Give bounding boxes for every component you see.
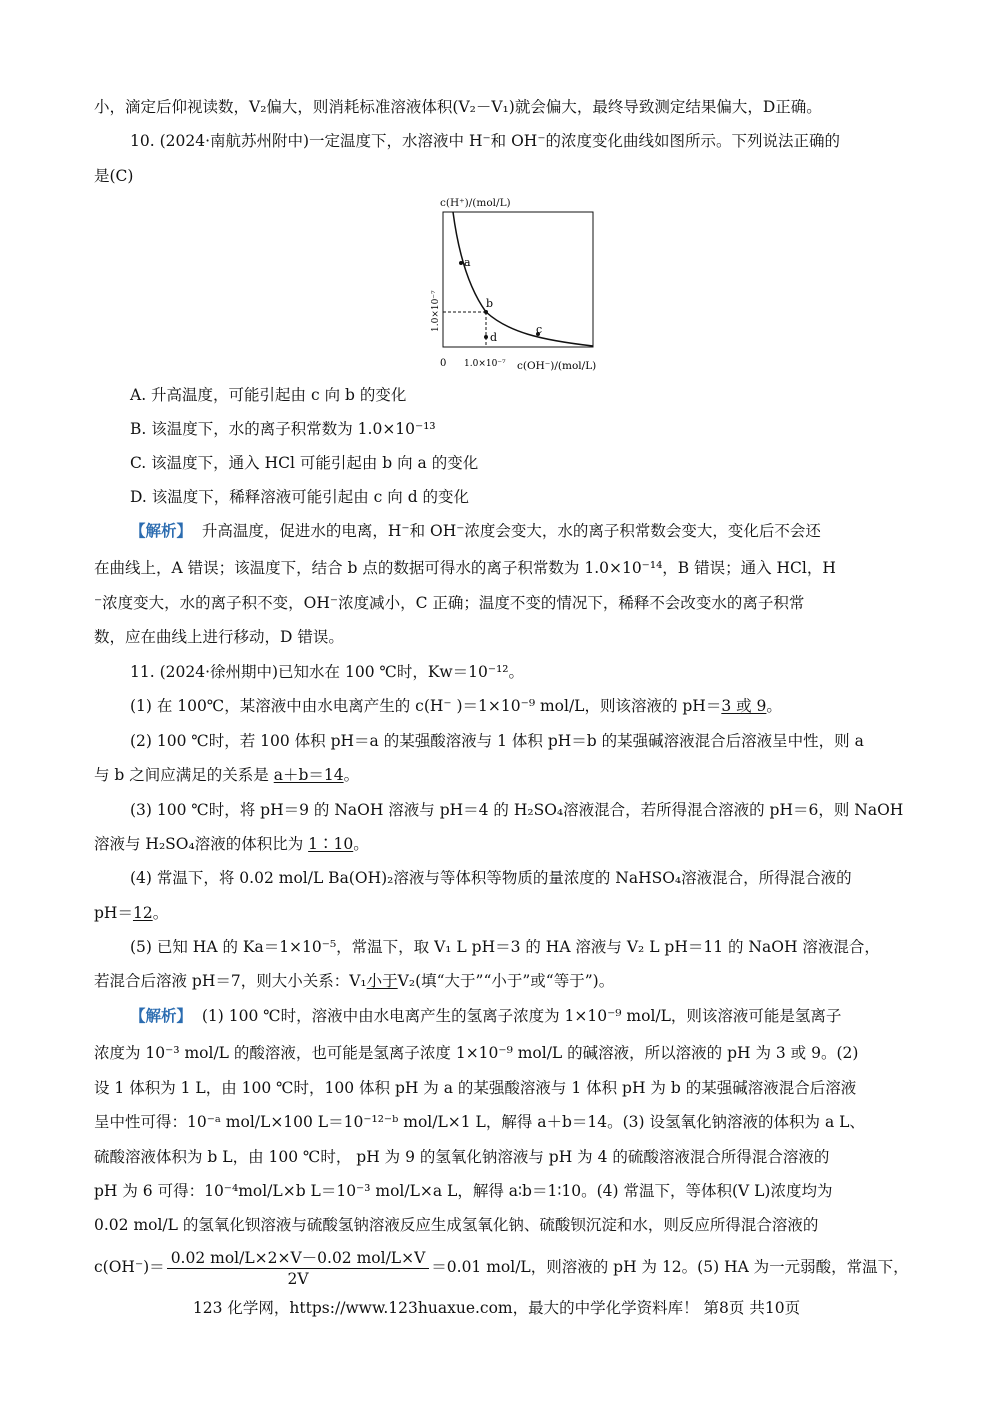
part4-text: pH＝ bbox=[94, 904, 133, 922]
text-line: 小，滴定后仰视读数，V₂偏大，则消耗标准溶液体积(V₂－V₁)就会偏大，最终导致测定结果偏大，D正确。 bbox=[94, 98, 822, 116]
analysis-11-line2: 浓度为 10⁻³ mol/L 的酸溶液，也可能是氢离子浓度 1×10⁻⁹ mol/L 的碱溶液，所以溶液的 pH 为 3 或 9。(2) bbox=[94, 1044, 859, 1062]
graph-point-d bbox=[484, 335, 488, 339]
part1-answer: 3 或 9 bbox=[721, 697, 767, 715]
formula-lhs: c(OH⁻)＝ bbox=[94, 1258, 165, 1276]
part3-end: 。 bbox=[353, 835, 369, 853]
page-footer: 123 化学网，https://www.123huaxue.com，最大的中学化学资料库！ 第8页 共10页 bbox=[192, 1299, 801, 1317]
part3-answer: 1∶10 bbox=[308, 835, 354, 853]
question-11-part2-line1: (2) 100 ℃时，若 100 体积 pH＝a 的某强酸溶液与 1 体积 pH＝b 的某强碱溶液混合后溶液呈中性，则 a bbox=[130, 732, 864, 750]
analysis-text: (1) 100 ℃时，溶液中由水电离产生的氢离子浓度为 1×10⁻⁹ mol/L，则该溶液可能是氢离子 bbox=[201, 1007, 842, 1025]
graph-xlabel: c(OH⁻)/(mol/L) bbox=[517, 360, 597, 372]
graph-ylabel: c(H⁺)/(mol/L) bbox=[440, 197, 511, 209]
part4-end: 。 bbox=[152, 904, 169, 922]
fraction-denominator: 2V bbox=[287, 1269, 309, 1288]
analysis-text: 升高温度，促进水的电离，H⁻和 OH⁻浓度会变大，水的离子积常数会变大，变化后不会还 bbox=[201, 522, 821, 540]
analysis-11-line5: 硫酸溶液体积为 b L，由 100 ℃时， pH 为 9 的氢氧化钠溶液与 pH 为 4 的硫酸溶液混合所得混合溶液的 bbox=[94, 1148, 830, 1166]
graph-label-b: b bbox=[486, 297, 494, 310]
analysis-10-line2: 在曲线上，A 错误；该温度下，结合 b 点的数据可得水的离子积常数为 1.0×10⁻¹⁴，B 错误；通入 HCl，H bbox=[94, 559, 836, 577]
analysis-10-line3: ⁻浓度变大，水的离子积不变，OH⁻浓度减小，C 正确；温度不变的情况下，稀释不会改变水的离子积常 bbox=[94, 594, 805, 612]
option-c: C. 该温度下，通入 HCl 可能引起由 b 向 a 的变化 bbox=[130, 454, 479, 472]
part1-end: 。 bbox=[766, 697, 782, 715]
graph-xtick: 1.0×10⁻⁷ bbox=[464, 359, 506, 369]
part2-end: 。 bbox=[343, 766, 360, 784]
analysis-tag: 【解析】 bbox=[130, 1006, 193, 1025]
part5-text: 若混合后溶液 pH＝7，则大小关系：V₁ bbox=[94, 972, 367, 990]
option-d: D. 该温度下，稀释溶液可能引起由 c 向 d 的变化 bbox=[130, 488, 470, 506]
question-10-answer: 是(C) bbox=[94, 167, 134, 185]
fraction-numerator: 0.02 mol/L×2×V－0.02 mol/L×V bbox=[167, 1248, 430, 1269]
question-11-part4-line1: (4) 常温下，将 0.02 mol/L Ba(OH)₂溶液与等体积等物质的量浓度的 NaHSO₄溶液混合，所得混合液的 bbox=[130, 869, 852, 887]
analysis-11-line3: 设 1 体积为 1 L，由 100 ℃时，100 体积 pH 为 a 的某强酸溶液与 1 体积 pH 为 b 的某强碱溶液混合后溶液 bbox=[94, 1079, 857, 1097]
graph-origin: 0 bbox=[440, 358, 447, 369]
part2-text: 与 b 之间应满足的关系是 bbox=[94, 766, 274, 784]
graph-label-d: d bbox=[490, 331, 498, 344]
analysis-tag: 【解析】 bbox=[130, 521, 193, 540]
graph-point-a bbox=[459, 261, 463, 265]
graph-label-c: c bbox=[536, 323, 543, 336]
analysis-11-line4: 呈中性可得：10⁻ᵃ mol/L×100 L＝10⁻¹²⁻ᵇ mol/L×1 L，解得 a＋b＝14。(3) 设氢氧化钠溶液的体积为 a L、 bbox=[94, 1113, 865, 1131]
part5-end: V₂(填“大于”“小于”或“等于”)。 bbox=[397, 972, 615, 990]
part5-answer: 小于 bbox=[366, 972, 398, 990]
question-11-stem: 11. (2024·徐州期中)已知水在 100 ℃时，Kw＝10⁻¹²。 bbox=[130, 663, 525, 681]
question-11-part3-line1: (3) 100 ℃时，将 pH＝9 的 NaOH 溶液与 pH＝4 的 H₂SO₄溶液混合，若所得混合溶液的 pH＝6，则 NaOH bbox=[130, 801, 904, 819]
part4-answer: 12 bbox=[132, 904, 153, 922]
question-11-part1 bbox=[130, 695, 935, 717]
graph-frame bbox=[443, 212, 593, 347]
analysis-11-line6: pH 为 6 可得：10⁻⁴mol/L×b L＝10⁻³ mol/L×a L，解得 a∶b＝1∶10。(4) 常温下，等体积(V L)浓度均为 bbox=[94, 1182, 833, 1200]
question-10-stem: 10. (2024·南航苏州附中)一定温度下，水溶液中 H⁻和 OH⁻的浓度变化曲线如图所示。下列说法正确的 bbox=[130, 132, 841, 150]
question-11-part5-line1: (5) 已知 HA 的 Ka＝1×10⁻⁵，常温下，取 V₁ L pH＝3 的 HA 溶液与 V₂ L pH＝11 的 NaOH 溶液混合， bbox=[130, 938, 880, 956]
graph-label-a: a bbox=[464, 256, 471, 269]
graph-ytick: 1.0×10⁻⁷ bbox=[431, 290, 441, 332]
part2-answer: a＋b＝14 bbox=[273, 766, 344, 784]
question-11-part5-line2 bbox=[94, 970, 899, 992]
analysis-11-line8 bbox=[94, 1245, 909, 1289]
analysis-11-line1 bbox=[130, 1005, 935, 1027]
option-a: A. 升高温度，可能引起由 c 向 b 的变化 bbox=[130, 386, 407, 404]
concentration-graph bbox=[420, 192, 610, 374]
analysis-10-line1 bbox=[130, 520, 935, 542]
part3-text: 溶液与 H₂SO₄溶液的体积比为 bbox=[94, 835, 309, 853]
formula-rhs: ＝0.01 mol/L，则溶液的 pH 为 12。(5) HA 为一元弱酸，常温下， bbox=[431, 1258, 909, 1276]
question-11-part4-line2 bbox=[94, 902, 899, 924]
question-11-part3-line2 bbox=[94, 833, 899, 855]
analysis-10-line4: 数，应在曲线上进行移动，D 错误。 bbox=[94, 628, 344, 646]
formula-fraction bbox=[167, 1248, 430, 1289]
analysis-11-line7: 0.02 mol/L 的氢氧化钡溶液与硫酸氢钠溶液反应生成氢氧化钠、硫酸钡沉淀和水，则反应所得混合溶液的 bbox=[94, 1216, 819, 1234]
question-11-part2-line2 bbox=[94, 764, 899, 786]
graph-curve bbox=[453, 212, 593, 346]
graph-point-b bbox=[484, 310, 488, 314]
option-b: B. 该温度下，水的离子积常数为 1.0×10⁻¹³ bbox=[130, 420, 436, 438]
part1-text: (1) 在 100℃，某溶液中由水电离产生的 c(H⁻ )＝1×10⁻⁹ mol/L，则该溶液的 pH＝ bbox=[130, 697, 722, 715]
